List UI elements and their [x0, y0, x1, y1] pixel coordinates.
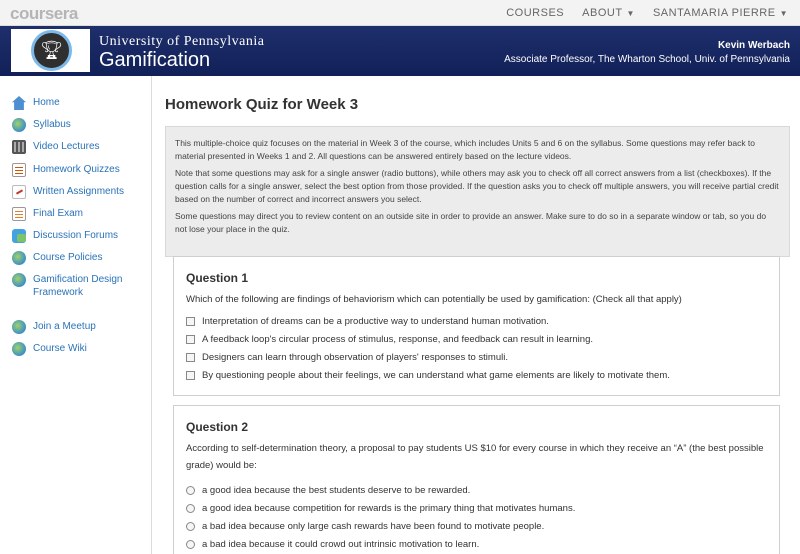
- sidebar-item-label: Home: [33, 97, 60, 108]
- question-text: Which of the following are findings of behaviorism which can potentially be used by gamification: (Check all that apply): [186, 294, 682, 305]
- answer-option[interactable]: [186, 316, 549, 327]
- course-sidebar: [0, 76, 152, 554]
- sidebar-item-label: Join a Meetup: [33, 321, 96, 332]
- page-title: Homework Quiz for Week 3: [165, 96, 359, 113]
- sidebar-item-written-assignments[interactable]: [12, 185, 124, 199]
- option-label: A feedback loop's circular process of stimulus, response, and feedback can result in learning.: [202, 334, 593, 345]
- nav-courses[interactable]: COURSES: [506, 7, 565, 19]
- option-label: a bad idea because only large cash rewards have been found to motivate people.: [202, 521, 545, 532]
- list-icon: [12, 163, 26, 177]
- nav-user-menu[interactable]: [653, 7, 788, 19]
- university-name: University of Pennsylvania: [99, 34, 265, 49]
- nav-about[interactable]: [582, 7, 635, 19]
- radio-button[interactable]: [186, 522, 195, 531]
- sidebar-item-label: Final Exam: [33, 208, 84, 219]
- globe-icon: [12, 118, 26, 132]
- globe-icon: [12, 320, 26, 334]
- course-banner: [0, 26, 800, 76]
- checkbox[interactable]: [186, 317, 195, 326]
- caret-down-icon: ▼: [626, 9, 635, 18]
- checkbox[interactable]: [186, 335, 195, 344]
- sidebar-item-join-meetup[interactable]: [12, 320, 96, 334]
- sidebar-item-label: Syllabus: [33, 119, 71, 130]
- sidebar-item-home[interactable]: [12, 96, 60, 110]
- coursera-logo[interactable]: coursera: [10, 4, 78, 23]
- question-title: Question 2: [186, 420, 249, 434]
- option-label: Designers can learn through observation of players' responses to stimuli.: [202, 352, 508, 363]
- option-label: By questioning people about their feelings, we can understand what game elements are likely to motivate them.: [202, 370, 670, 381]
- option-label: a bad idea because it could crowd out intrinsic motivation to learn.: [202, 539, 480, 550]
- instructions-paragraph: Note that some questions may ask for a single answer (radio buttons), while others may ask you to check off all correct answers from a list (checkboxes). If the question calls for a single answer, select the best option from those provided. If the question asks you to check off multiple answers, you will receive partial credit based on the number of correct and incorrect answers you select.: [175, 168, 779, 204]
- checkbox[interactable]: [186, 371, 195, 380]
- answer-option[interactable]: [186, 539, 479, 550]
- instructor-title: Associate Professor, The Wharton School, Univ. of Pennsylvania: [504, 54, 790, 65]
- caret-down-icon: ▼: [779, 9, 788, 18]
- nav-user-label: SANTAMARIA PIERRE: [652, 7, 776, 19]
- checkbox[interactable]: [186, 353, 195, 362]
- option-label: a good idea because competition for rewards is the primary thing that motivates humans.: [202, 503, 576, 514]
- exam-icon: [12, 207, 26, 221]
- instructions-paragraph: This multiple-choice quiz focuses on the material in Week 3 of the course, which includes Units 5 and 6 on the syllabus. Some questions may refer back to material presented in Weeks 1 and 2. All questions can be answered entirely based on the lecture videos.: [175, 138, 756, 161]
- radio-button[interactable]: [186, 486, 195, 495]
- answer-option[interactable]: [186, 334, 593, 345]
- sidebar-item-label: Course Policies: [33, 252, 103, 263]
- radio-button[interactable]: [186, 504, 195, 513]
- answer-option[interactable]: [186, 352, 508, 363]
- sidebar-item-label: Written Assignments: [33, 186, 124, 197]
- sidebar-item-final-exam[interactable]: [12, 207, 83, 221]
- globe-icon: [12, 273, 26, 287]
- quiz-instructions: [165, 126, 790, 257]
- sidebar-item-label: Homework Quizzes: [33, 164, 120, 175]
- sidebar-item-video-lectures[interactable]: [12, 140, 100, 154]
- coursera-topbar: [0, 0, 800, 26]
- sidebar-item-label: Course Wiki: [33, 343, 87, 354]
- sidebar-item-label: Gamification Design Framework: [33, 274, 123, 298]
- question-text: According to self-determination theory, a proposal to pay students US $10 for every course in which they receive an “A” (the best possible grade) would be:: [186, 443, 764, 471]
- answer-option[interactable]: [186, 485, 470, 496]
- question-1-card: [173, 256, 780, 396]
- sidebar-item-discussion-forums[interactable]: [12, 229, 118, 243]
- home-icon: [12, 96, 26, 110]
- course-title[interactable]: Gamification: [99, 49, 211, 71]
- chat-icon: [12, 229, 26, 243]
- nav-about-label: ABOUT: [582, 7, 623, 19]
- globe-icon: [12, 342, 26, 356]
- instructor-name: Kevin Werbach: [717, 40, 790, 51]
- answer-option[interactable]: [186, 370, 670, 381]
- sidebar-item-homework-quizzes[interactable]: [12, 163, 120, 177]
- instructions-paragraph: Some questions may direct you to review content on an outside site in order to provide an answer. Make sure to do so in a separate window or tab, so you do not lose your place in the quiz.: [175, 211, 767, 234]
- question-title: Question 1: [186, 271, 249, 285]
- question-2-card: [173, 405, 780, 554]
- option-label: a good idea because the best students deserve to be rewarded.: [202, 485, 471, 496]
- radio-button[interactable]: [186, 540, 195, 549]
- answer-option[interactable]: [186, 503, 575, 514]
- globe-icon: [12, 251, 26, 265]
- instructor-info: [504, 39, 790, 67]
- sidebar-item-syllabus[interactable]: [12, 118, 71, 132]
- course-logo[interactable]: [11, 29, 90, 72]
- sidebar-item-course-policies[interactable]: [12, 251, 102, 265]
- sidebar-item-label: Discussion Forums: [33, 230, 119, 241]
- sidebar-item-course-wiki[interactable]: [12, 342, 87, 356]
- top-navigation: [506, 7, 788, 19]
- video-icon: [12, 140, 26, 154]
- sidebar-item-label: Video Lectures: [33, 141, 100, 152]
- trophy-icon: 🏆︎: [31, 30, 72, 71]
- answer-option[interactable]: [186, 521, 544, 532]
- option-label: Interpretation of dreams can be a productive way to understand human motivation.: [202, 316, 549, 327]
- pen-icon: [12, 185, 26, 199]
- sidebar-item-design-framework[interactable]: [12, 273, 137, 299]
